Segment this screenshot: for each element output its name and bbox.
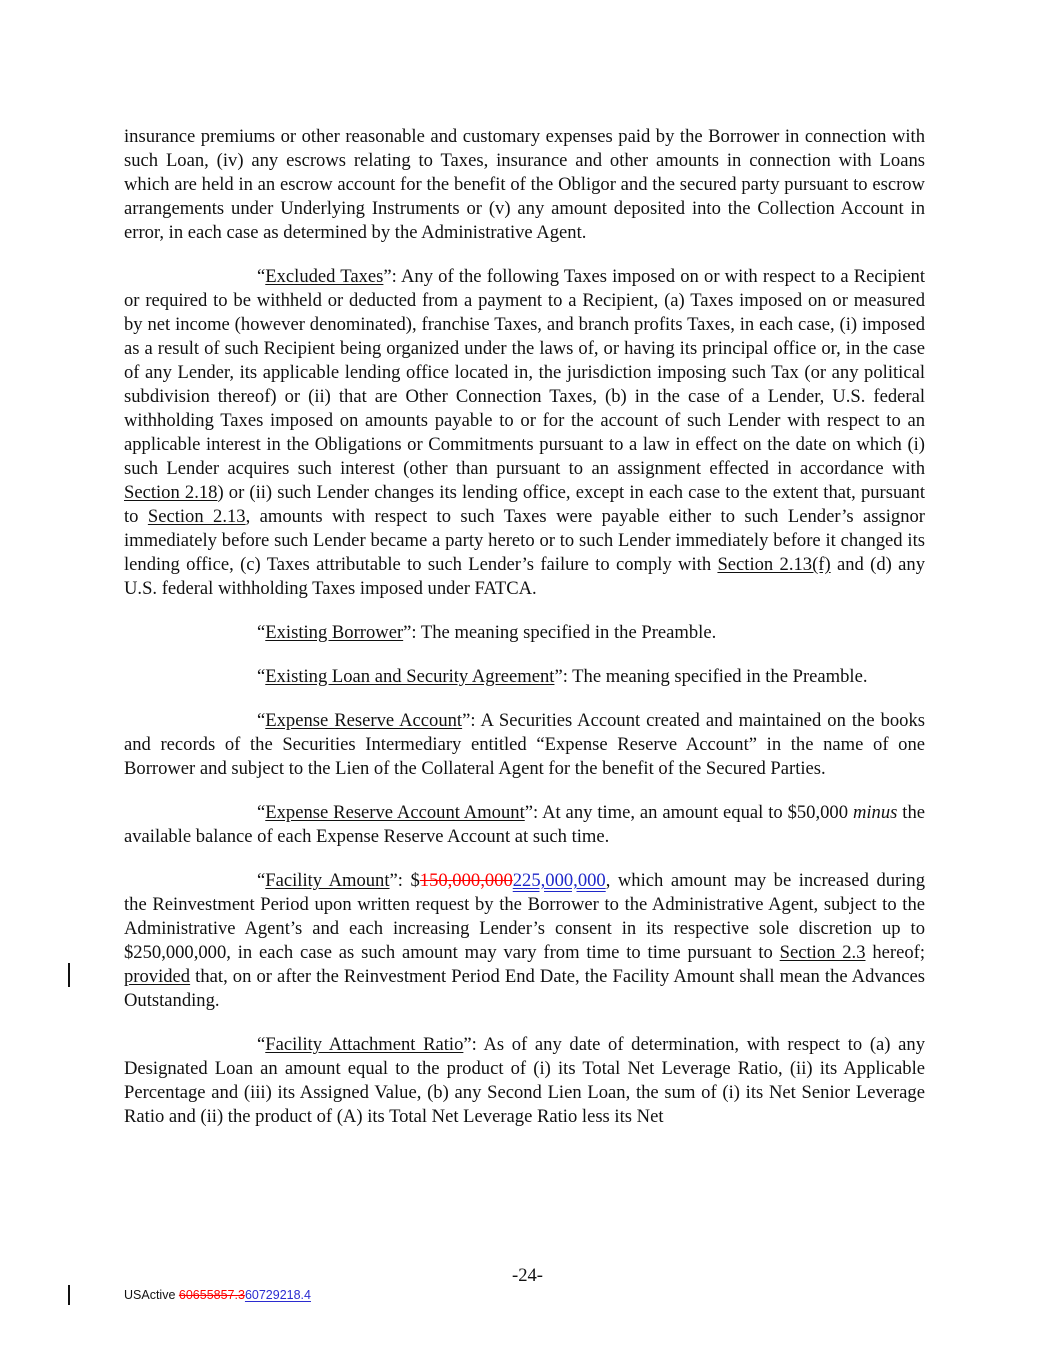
deleted-amount: 150,000,000 — [419, 870, 513, 891]
definition-facility-attachment-ratio — [124, 1033, 925, 1129]
definition-text: the available balance of each Expense Reserve Account at such time. — [124, 802, 925, 847]
defined-term: Excluded Taxes — [265, 266, 384, 287]
definition-text: ) or (ii) such Lender changes its lending office, except in each case to the extent that, pursuant to — [124, 482, 925, 527]
defined-term: Facility Amount — [265, 870, 390, 891]
footer-deleted-doc-id: 60655857.3 — [178, 1288, 245, 1302]
definition-expense-reserve-account-amount — [124, 801, 925, 849]
defined-term: Expense Reserve Account Amount — [265, 802, 525, 823]
change-bar-footer — [68, 1285, 70, 1305]
quote: “ — [257, 622, 266, 643]
quote: ”: — [554, 666, 573, 687]
definition-text: , which amount may be increased during the Reinvestment Period upon written request by the Borrower to the Administrative Agent, subject to the Administrative Agent’s and each increasing Lender’s consent in its respective sole discretion up to $250,000,000, in each case as such amount may vary from time to time pursuant to — [124, 870, 925, 963]
definition-text: Any of the following Taxes imposed on or with respect to a Recipient or required to be withheld or deducted from a payment to a Recipient, (a) Taxes imposed on or measured by net income (however denominated), franchise Taxes, and branch profits Taxes, in each case, (i) imposed as a result of such Recipient being organized under the laws of, or having its principal office or, in the case of any Lender, its applicable lending office located in, the jurisdiction imposing such Tax (or any political subdivision thereof) or (ii) that are Other Connection Taxes, (b) in the case of a Lender, U.S. federal withholding Taxes imposed on amounts payable to or for the account of such Lender with respect to an applicable interest in the Obligations or Commitments pursuant to a law in effect on the date on which (i) such Lender acquires such interest (other than pursuant to an assignment effected in accordance with — [124, 266, 925, 479]
quote: “ — [257, 266, 266, 287]
document-footer — [124, 1288, 311, 1302]
definition-text: that, on or after the Reinvestment Period End Date, the Facility Amount shall mean the Advances Outstanding. — [124, 966, 925, 1011]
definition-text: The meaning specified in the Preamble. — [420, 622, 717, 643]
section-reference: Section 2.13 — [147, 506, 246, 527]
page-number: -24- — [512, 1265, 543, 1286]
definition-existing-loan-and-security-agreement — [124, 665, 925, 689]
quote: “ — [257, 666, 266, 687]
quote: “ — [257, 710, 266, 731]
definition-text: A Securities Account created and maintained on the books and records of the Securities Intermediary entitled “Expense Reserve Account” in the name of one Borrower and subject to the Lien of the Collateral Agent for the benefit of the Secured Parties. — [124, 710, 926, 779]
definition-text: As of any date of determination, with respect to (a) any Designated Loan an amount equal to the product of (i) its Total Net Leverage Ratio, (ii) its Applicable Percentage and (iii) its Assigned Value, (b) any Second Lien Loan, the sum of (i) its Net Senior Leverage Ratio and (ii) the product of (A) its Total Net Leverage Ratio less its Net — [124, 1034, 925, 1127]
definition-text: hereof; — [865, 942, 925, 963]
definition-existing-borrower — [124, 621, 925, 645]
defined-term: Existing Loan and Security Agreement — [265, 666, 555, 687]
definition-text: and (d) any U.S. federal withholding Taxes imposed under FATCA. — [124, 554, 925, 599]
provided-term: provided — [124, 966, 191, 987]
footer-inserted-doc-id: 60729218.4 — [244, 1288, 311, 1302]
quote: ”: — [462, 710, 481, 731]
quote: ”: — [463, 1034, 484, 1055]
change-bar-facility-amount — [68, 963, 70, 987]
defined-term: Facility Attachment Ratio — [265, 1034, 464, 1055]
section-reference: Section 2.18 — [124, 482, 218, 503]
definition-text: At any time, an amount equal to $50,000 — [542, 802, 853, 823]
section-reference: Section 2.3 — [779, 942, 866, 963]
paragraph-continuation — [124, 125, 925, 245]
definition-text: The meaning specified in the Preamble. — [572, 666, 868, 687]
quote: “ — [257, 1034, 266, 1055]
defined-term: Existing Borrower — [265, 622, 404, 643]
definition-facility-amount — [124, 869, 925, 1013]
quote: “ — [257, 802, 266, 823]
document-body — [124, 125, 925, 1149]
quote: ”: — [524, 802, 543, 823]
currency-symbol: $ — [410, 870, 420, 891]
quote: ”: — [389, 870, 411, 891]
definition-expense-reserve-account — [124, 709, 925, 781]
quote: ”: — [383, 266, 401, 287]
defined-term: Expense Reserve Account — [265, 710, 463, 731]
quote: ”: — [403, 622, 421, 643]
quote: “ — [257, 870, 266, 891]
footer-label: USActive — [124, 1288, 179, 1302]
definition-excluded-taxes — [124, 265, 925, 601]
definition-text: , amounts with respect to such Taxes were payable either to such Lender’s assignor immediately before such Lender became a party hereto or to such Lender immediately before it changed its lending office, (c) Taxes attributable to such Lender’s failure to comply with — [124, 506, 925, 575]
inserted-amount: 225,000,000 — [512, 870, 606, 891]
italic-term: minus — [852, 802, 898, 823]
paragraph-text: insurance premiums or other reasonable and customary expenses paid by the Borrower in connection with such Loan, (iv) any escrows relating to Taxes, insurance and other amounts in connection with Loans which are held in an escrow account for the benefit of the Obligor and the secured party pursuant to escrow arrangements under Underlying Instruments or (v) any amount deposited into the Collection Account in error, in each case as determined by the Administrative Agent. — [124, 126, 925, 243]
section-reference: Section 2.13(f) — [717, 554, 831, 575]
